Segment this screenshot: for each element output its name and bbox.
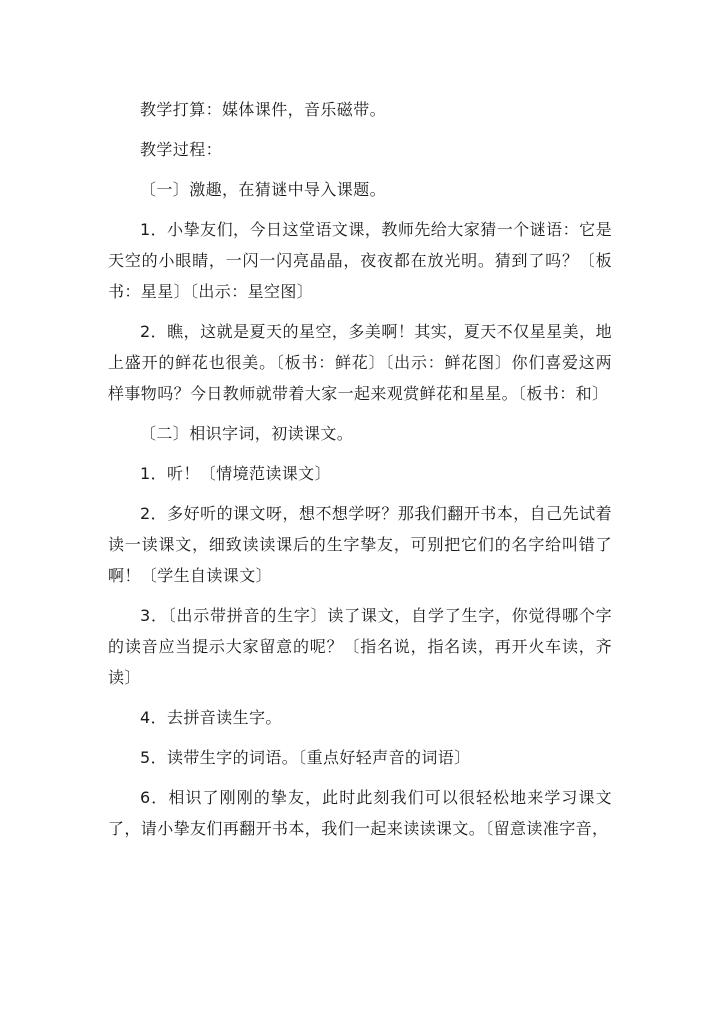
- document-body: [108, 94, 612, 844]
- paragraph-section-one-heading: 〔一〕激趣，在猜谜中导入课题。: [140, 180, 387, 199]
- paragraph-read-again: 6．相识了刚刚的挚友，此时此刻我们可以很轻松地来学习课文了，请小挚友们再翻开书本，我们一起来读读课文。〔留意读准字音，: [108, 788, 612, 838]
- paragraph-words: 5．读带生字的词语。〔重点好轻声音的词语〕: [140, 748, 471, 767]
- paragraph-remove-pinyin: 4．去拼音读生字。: [140, 708, 282, 727]
- paragraph-step-1: 1．小挚友们，今日这堂语文课，教师先给大家猜一个谜语：它是天空的小眼睛，一闪一闪亮晶晶，夜夜都在放光明。猜到了吗？〔板书：星星〕〔出示：星空图〕: [108, 220, 612, 301]
- paragraph-pinyin: 3．〔出示带拼音的生字〕读了课文，自学了生字，你觉得哪个字的读音应当提示大家留意的呢？〔指名说，指名读，再开火车读，齐读〕: [108, 606, 612, 687]
- paragraph-prep: 教学打算：媒体课件，音乐磁带。: [140, 100, 387, 119]
- paragraph-section-two-heading: 〔二〕相识字词，初读课文。: [140, 424, 354, 443]
- paragraph-self-read: 2．多好听的课文呀，想不想学呀？那我们翻开书本，自己先试着读一读课文，细致读读课后的生字挚友，可别把它们的名字给叫错了啊！〔学生自读课文〕: [108, 504, 612, 585]
- paragraph-listen: 1．听！〔情境范读课文〕: [140, 464, 331, 483]
- paragraph-step-2: 2．瞧，这就是夏天的星空，多美啊！其实，夏天不仅星星美，地上盛开的鲜花也很美。〔板书：鲜花〕〔出示：鲜花图〕你们喜爱这两样事物吗？今日教师就带着大家一起来观赏鲜花和星星。〔板书：和〕: [108, 322, 612, 403]
- paragraph-process-heading: 教学过程：: [140, 140, 223, 159]
